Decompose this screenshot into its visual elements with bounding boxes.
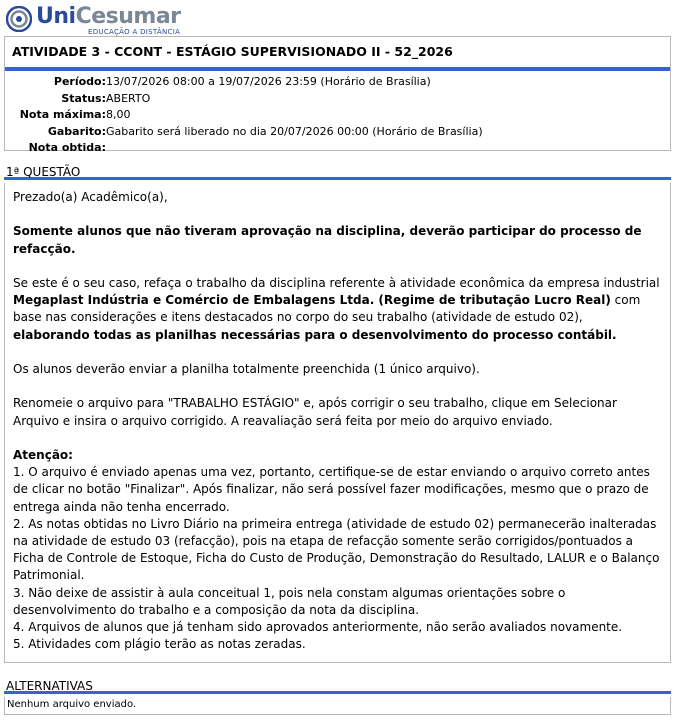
max-grade-row (5, 107, 670, 124)
question-body (4, 183, 671, 663)
question-section-title: 1ª QUESTÃO (4, 164, 671, 180)
alternatives-section-title: ALTERNATIVAS (4, 678, 671, 694)
answer-key-value: Gabarito será liberado no dia 20/07/2026 00:00 (Horário de Brasília) (106, 124, 483, 138)
period-label: Período: (53, 75, 106, 88)
attention-item-4: 4. Arquivos de alunos que já tenham sido aprovados anteriormente, não serão avaliados novamente. (13, 620, 623, 634)
period-row (5, 74, 670, 91)
max-grade-value: 8,00 (106, 108, 131, 121)
brand-tagline: EDUCAÇÃO A DISTÂNCIA (88, 28, 181, 36)
attention-item-5: 5. Atividades com plágio terão as notas zeradas. (13, 637, 306, 652)
activity-title: ATIVIDADE 3 - CCONT - ESTÁGIO SUPERVISIONADO II - 52_2026 (5, 37, 670, 71)
brand-name: UniCesumar (36, 4, 181, 29)
status-row (5, 91, 670, 108)
grade-obtained-label: Nota obtida: (28, 141, 106, 154)
period-value: 13/07/2026 08:00 a 19/07/2026 23:59 (Horário de Brasília) (106, 75, 431, 88)
status-label: Status: (61, 91, 106, 105)
refaction-notice: Somente alunos que não tiveram aprovação na disciplina, deverão participar do processo de refacção. (13, 224, 642, 256)
status-value: ABERTO (106, 91, 151, 105)
company-name: Megaplast Indústria e Comércio de Embalagens Ltda. (Regime de tributação Lucro Real) (13, 293, 611, 308)
attention-label: Atenção: (13, 447, 73, 462)
greeting-text: Prezado(a) Acadêmico(a), (13, 190, 168, 204)
attention-item-3: 3. Não deixe de assistir à aula conceitual 1, pois nela constam algumas orientações sobre o desenvolvimento do trabalho e a composição da nota da disciplina. (13, 585, 566, 617)
max-grade-label: Nota máxima: (19, 108, 106, 121)
instructions-paragraph: Se este é o seu caso, refaça o trabalho da disciplina referente à atividade econômica da empresa industrial Megaplast Indústria e Comércio de Embalagens Ltda. (Regime de tributação Lucro Real) com base nas considerações e itens destacados no corpo do seu trabalho (atividade de estudo 02), elaborando todas as planilhas necessárias para o desenvolvimento do processo contábil. (13, 275, 660, 342)
answer-key-label: Gabarito: (47, 124, 106, 138)
upload-status: Nenhum arquivo enviado. (4, 697, 671, 715)
submission-paragraph: Os alunos deverão enviar a planilha totalmente preenchida (1 único arquivo). (13, 361, 480, 376)
grade-obtained-row (5, 140, 670, 157)
attention-item-1: 1. O arquivo é enviado apenas uma vez, portanto, certifique-se de estar enviando o arquivo correto antes de clicar no botão "Finalizar". Após finalizar, não será possível fazer modificações, mesmo que o prazo de entrega ainda não tenha encerrado. (13, 465, 650, 514)
rename-paragraph: Renomeie o arquivo para "TRABALHO ESTÁGIO" e, após corrigir o seu trabalho, clique em Selecionar Arquivo e insira o arquivo corrigido. A reavaliação será feita por meio do arquivo enviado. (13, 396, 617, 428)
unicesumar-logo (4, 4, 204, 34)
attention-item-2: 2. As notas obtidas no Livro Diário na primeira entrega (atividade de estudo 02) permanecerão inalteradas na atividade de estudo 03 (refacção), pois na etapa de refacção somente serão corrigidos/pontuados a Ficha de Controle de Estoque, Ficha do Custo de Produção, Demonstração do Resultado, LALUR e o Balanço Patrimonial. (13, 516, 660, 583)
answer-key-row (5, 124, 670, 141)
activity-header (4, 36, 671, 154)
unicesumar-logo-icon (6, 6, 32, 32)
